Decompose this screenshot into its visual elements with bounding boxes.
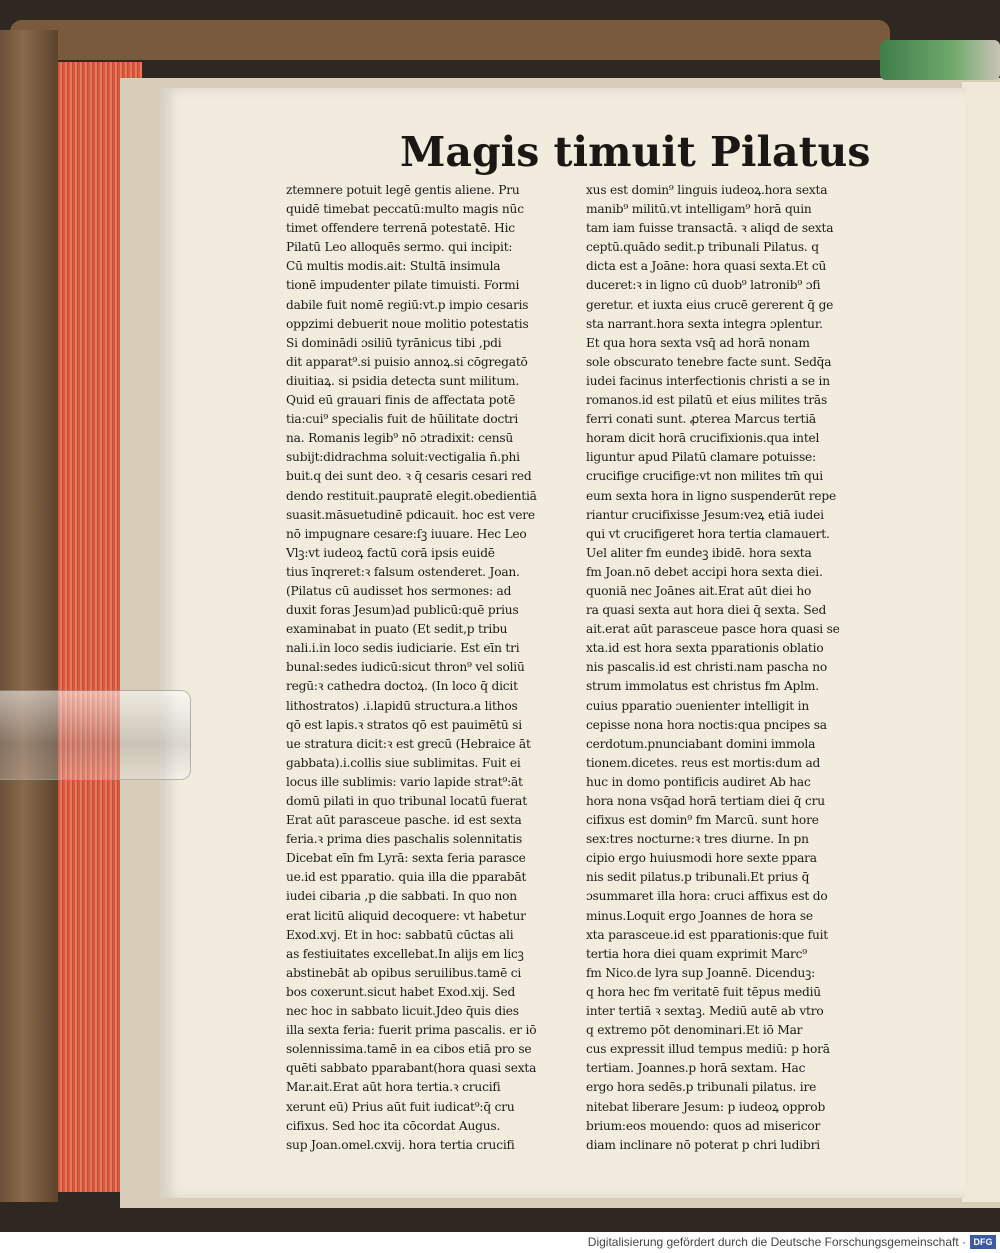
text-line: Si dominādi ɔsiliū tyrānicus tibi ,pdi (286, 335, 502, 350)
text-line: diuitiaꝝ. si psidia detecta sunt militum. (286, 373, 520, 388)
text-line: hora nona vsq̄ad horā tertiam diei q̄ cru (586, 794, 825, 808)
page-heading: Magis timuit Pilatus (400, 128, 871, 176)
text-line: q hora hec fm veritatē fuit tēpus mediū (586, 984, 821, 999)
text-line: xus est domin⁹ linguis iudeoꝝ.hora sexta (586, 183, 828, 197)
text-line: lithostratos) .i.lapidū structura.a lithos (286, 698, 518, 713)
text-line: buit.q dei sunt deo. ꝛ q̄ cesaris cesari red (286, 469, 532, 484)
text-line: as festiuitates excellebat.In alijs em licꝫ (286, 946, 524, 961)
text-line: iudei facinus interfectionis christi a se in (586, 373, 830, 388)
text-line: iudei cibaria ,p die sabbati. In quo non (286, 889, 517, 904)
text-line: nis sedit pilatus.p tribunali.Et prius q̄ (586, 870, 810, 885)
funding-credit: Digitalisierung gefördert durch die Deutsche Forschungsgemeinschaft · (587, 1235, 966, 1249)
text-line: cifixus. Sed hoc ita cōcordat Augus. (286, 1118, 501, 1133)
text-line: abstinebāt ab opibus seruilibus.tamē ci (286, 965, 522, 980)
text-line: subijt:didrachma soluit:vectigalia n̄.phi (286, 450, 520, 465)
text-line: timet offendere terrenā potestatē. Hic (286, 221, 515, 236)
book-cover-top (10, 20, 890, 60)
text-line: Vlꝫ:vt iudeoꝝ factū corā ipsis euidē (286, 545, 495, 560)
text-line: ceptū.quādo sedit.p tribunali Pilatus. q (586, 240, 819, 255)
text-line: gabbata).i.collis siue sublimitas. Fuit ei (286, 755, 521, 770)
text-line: Et qua hora sexta vsq̄ ad horā nonam (586, 335, 810, 350)
text-line: duxit foras Jesum)ad publicū:quē prius (286, 603, 519, 618)
text-line: xerunt eū) Prius aūt fuit iudicat⁹:q̄ cru (286, 1099, 515, 1114)
text-line: dendo restituit.paupratē elegit.obedientiā (286, 488, 537, 503)
text-line: ait.erat aūt parasceue pasce hora quasi se (586, 622, 840, 637)
footer-bar (0, 1232, 1000, 1253)
text-line: sta narrant.hora sexta integra ɔplentur. (586, 316, 823, 331)
text-line: Dicebat eīn fm Lyrā: sexta feria parasce (286, 851, 526, 866)
text-line: inter tertiā ꝛ sextaꝫ. Mediū autē ab vtro (586, 1004, 824, 1019)
text-line: sole obscurato tenebre facte sunt. Sedq̄a (586, 354, 832, 369)
text-line: quēti sabbato pparabant(hora quasi sexta (286, 1061, 537, 1076)
text-line: liguntur apud Pilatū clamare potuisse: (586, 450, 816, 465)
text-line: crucifige crucifige:vt non milites tm̄ qui (586, 469, 824, 484)
text-line: nō impugnare cesare:ſꝫ iuuare. Hec Leo (286, 526, 527, 541)
text-line: q extremo pōt denominari.Et iō Mar (586, 1023, 803, 1038)
dfg-logo: DFG (970, 1235, 996, 1249)
text-line: Pilatū Leo alloquēs sermo. qui incipit: (286, 240, 513, 255)
text-line: duceret:ꝛ in ligno cū duob⁹ latronib⁹ ɔfi (586, 278, 821, 293)
text-line: ra quasi sexta aut hora diei q̄ sexta. Sed (586, 603, 827, 618)
text-line: illa sexta feria: fuerit prima pascalis. er iō (286, 1023, 537, 1038)
text-line: ferri conati sunt. ꝓterea Marcus tertiā (586, 412, 816, 427)
left-text-column (286, 181, 576, 1152)
text-line: tia:cui⁹ specialis fuit de hūilitate doctri (286, 412, 519, 427)
text-line: quoniā nec Joānes ait.Erat aūt diei ho (586, 583, 812, 598)
text-line: sex:tres nocturne:ꝛ tres diurne. In pn (586, 832, 809, 847)
text-line: erat licitū aliquid decoquere: vt habetur (286, 908, 526, 923)
text-line: tionem.dicetes. reus est mortis:dum ad (586, 755, 821, 770)
text-line: huc in domo pontificis audiret Ab hac (586, 774, 811, 789)
text-line: fm Joan.nō debet accipi hora sexta diei. (586, 564, 823, 579)
text-line: cifixus est domin⁹ fm Marcū. sunt hore (586, 813, 819, 828)
text-line: horam dicit horā crucifixionis.qua intel (586, 431, 820, 446)
text-line: eum sexta hora in ligno suspenderūt repe (586, 488, 837, 503)
text-line: cipio ergo huiusmodi hore sexte ppara (586, 851, 817, 866)
text-line: Uel aliter fm eundeꝫ ibidē. hora sexta (586, 545, 812, 560)
text-line: Exod.xvj. Et in hoc: sabbatū cūctas ali (286, 927, 514, 942)
text-line: quidē timebat peccatū:multo magis nūc (286, 202, 524, 217)
text-line: sup Joan.omel.cxvij. hora tertia crucifi (286, 1137, 515, 1152)
book-cover (0, 30, 58, 1202)
text-line: ue.id est pparatio. quia illa die pparabāt (286, 870, 527, 885)
text-line: fm Nico.de lyra sup Joannē. Dicenduꝫ: (586, 965, 816, 980)
text-line: regū:ꝛ cathedra doctoꝝ. (In loco q̄ dicit (286, 679, 518, 694)
text-line: minus.Loquit ergo Joannes de hora se (586, 908, 813, 923)
text-line: tam iam fuisse transactā. ꝛ aliqd de sexta (586, 221, 834, 236)
text-line: cus expressit illud tempus mediū: p horā (586, 1042, 830, 1057)
text-line: Mar.ait.Erat aūt hora tertia.ꝛ crucifi (286, 1080, 501, 1095)
glass-page-clip (0, 690, 191, 780)
text-line: domū pilati in quo tribunal locatū fuerat (286, 794, 527, 808)
text-line: brium:eos mouendo: quos ad misericor (586, 1118, 821, 1133)
text-line: manib⁹ militū.vt intelligam⁹ horā quin (586, 202, 812, 217)
text-line: locus ille sublimis: vario lapide strat⁹:āt (286, 774, 523, 789)
text-line: tius īnqreret:ꝛ falsum ostenderet. Joan. (286, 564, 520, 579)
text-line: diam inclinare nō poterat p chri ludibri (586, 1137, 820, 1152)
text-line: nitebat liberare Jesum: p iudeoꝝ opprob (586, 1099, 826, 1114)
text-line: dabile fuit nomē regiū:vt.p impio cesaris (286, 297, 529, 312)
text-line: nis pascalis.id est christi.nam pascha no (586, 660, 828, 675)
text-line: Quid eū grauari finis de affectata potē (286, 393, 516, 408)
text-line: qui vt crucifigeret hora tertia clamauert. (586, 526, 830, 541)
bookmark-ribbon (880, 40, 1000, 80)
text-line: Erat aūt parasceue pasche. id est sexta (286, 813, 522, 828)
text-line: romanos.id est pilatū et eius milites trās (586, 393, 828, 408)
text-line: cepisse nona hora noctis:qua pncipes sa (586, 717, 827, 732)
text-line: na. Romanis legib⁹ nō ɔtradixit: censū (286, 431, 514, 446)
text-line: Cū multis modis.ait: Stultā insimula (286, 259, 501, 274)
text-line: tertiam. Joannes.p horā sextam. Hac (586, 1061, 806, 1076)
text-line: dit apparat⁹.si puisio annoꝝ.si cōgregatō (286, 354, 528, 369)
text-line: geretur. et iuxta eius crucē gererent q̄ ge (586, 297, 834, 312)
text-line: bunal:sedes iudicū:sicut thron⁹ vel soliū (286, 660, 525, 675)
facing-page (962, 82, 1000, 1202)
text-line: xta.id est hora sexta pparationis oblatio (586, 641, 824, 656)
text-line: examinabat in puato (Et sedit,p tribu (286, 622, 508, 637)
text-line: oppzimi debuerit noue molitio potestatis (286, 316, 529, 331)
text-line: tertia hora diei quam exprimit Marc⁹ (586, 946, 807, 961)
right-text-column (586, 181, 876, 1152)
text-line: tionē impudenter pilate timuisti. Formi (286, 278, 520, 293)
text-line: cerdotum.pnunciabant domini immola (586, 736, 816, 751)
text-line: riantur crucifixisse Jesum:veꝝ etiā iudei (586, 507, 824, 522)
text-line: dicta est a Joāne: hora quasi sexta.Et cū (586, 259, 827, 274)
text-line: xta parasceue.id est pparationis:que fuit (586, 927, 829, 942)
text-line: (Pilatus cū audisset hos sermones: ad (286, 583, 512, 598)
text-line: nali.i.in loco sedis iudiciarie. Est eīn tri (286, 641, 520, 656)
text-line: suasit.māsuetudinē pdicauit. hoc est vere (286, 507, 535, 522)
text-line: ue stratura dicit:ꝛ est grecū (Hebraice āt (286, 736, 531, 751)
text-line: bos coxerunt.sicut habet Exod.xij. Sed (286, 984, 516, 999)
text-line: ɔsummaret illa hora: cruci affixus est do (586, 889, 828, 904)
text-line: strum immolatus est christus fm Aplm. (586, 679, 819, 694)
text-line: feria.ꝛ prima dies paschalis solennitatis (286, 832, 523, 847)
text-line: ergo hora sedēs.p tribunali pilatus. ire (586, 1080, 817, 1095)
text-line: ztemnere potuit legē gentis aliene. Pru (286, 183, 520, 197)
text-line: cuius pparatio ɔuenienter intelligit in (586, 698, 809, 713)
text-line: nec hoc in sabbato licuit.Jdeo q̄uis dies (286, 1004, 519, 1019)
text-line: solennissima.tamē in ea cibos etiā pro se (286, 1042, 532, 1057)
text-line: qō est lapis.ꝛ stratos qō est pauimētū si (286, 717, 522, 732)
